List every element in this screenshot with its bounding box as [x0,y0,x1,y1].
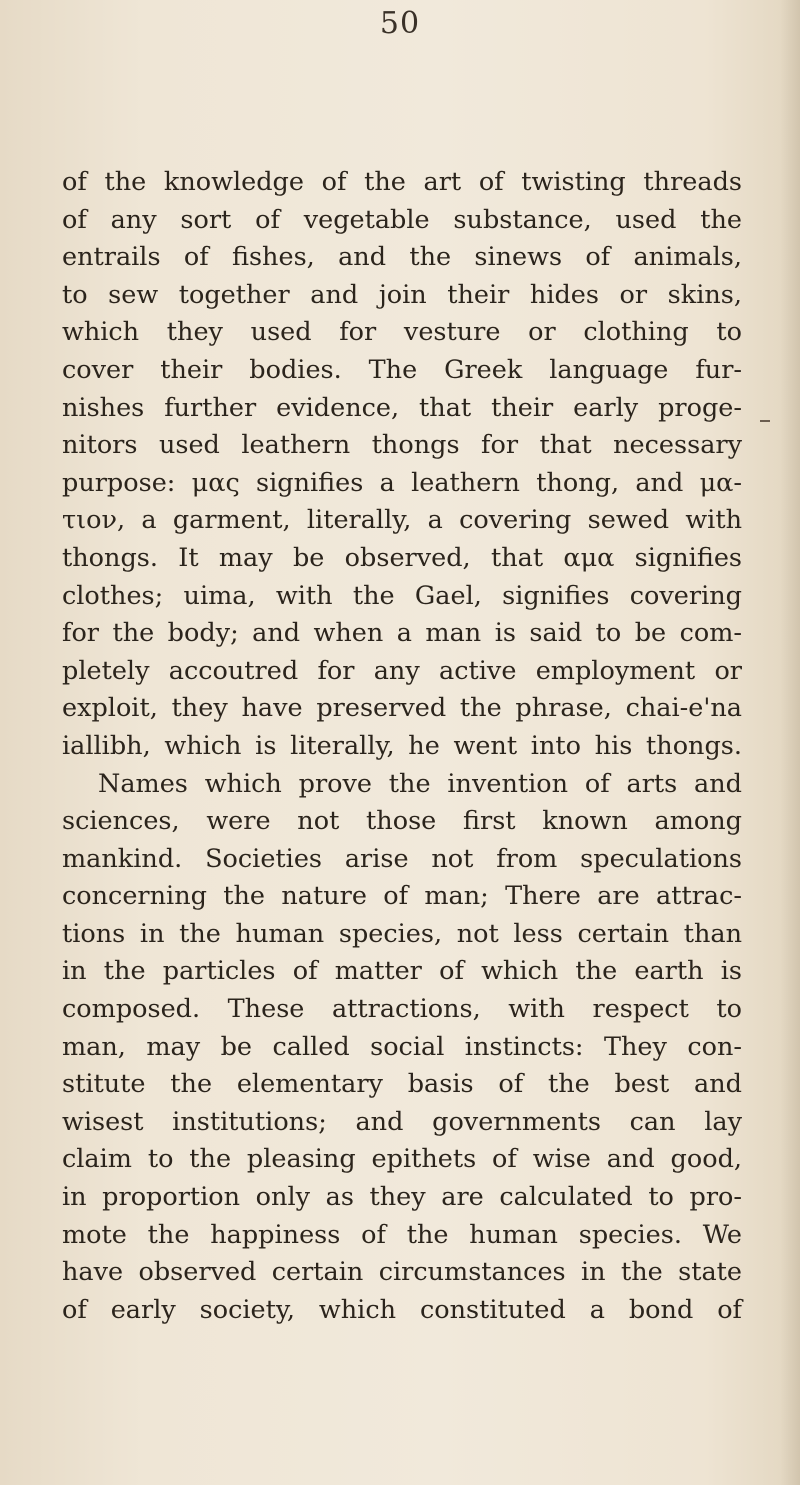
text-line: tions in the human species, not less certain than [62,918,742,949]
text-line: composed. These attractions, with respect to [62,994,742,1025]
text-line: stitute the elementary basis of the best and [62,1069,742,1100]
text-line: sciences, were not those first known among [62,806,742,837]
text-line: of any sort of vegetable substance, used the [62,204,742,235]
text-line: clothes; uima, with the Gael, signifies covering [62,580,742,611]
text-line: entrails of fishes, and the sinews of animals, [62,242,742,273]
body-text [62,164,742,1329]
margin-mark [760,420,770,422]
page-number: 50 [379,6,421,41]
text-line: nishes further evidence, that their early proge- [62,392,742,423]
text-line: purpose: μας signifies a leathern thong, and μα- [62,467,742,498]
text-line: nitors used leathern thongs for that necessary [62,430,742,461]
page-edge-shadow [780,0,800,1485]
text-line: of early society, which constituted a bond of [62,1294,742,1325]
text-line: concerning the nature of man; There are attrac- [62,881,742,912]
text-line: thongs. It may be observed, that αμα signifies [62,542,742,573]
text-line: iallibh, which is literally, he went into his thongs. [62,730,742,761]
text-line: cover their bodies. The Greek language fur- [62,354,742,385]
text-line: mankind. Societies arise not from speculations [62,843,742,874]
text-line: for the body; and when a man is said to be com- [62,618,742,649]
text-line: wisest institutions; and governments can lay [62,1106,742,1137]
text-line: exploit, they have preserved the phrase, chai-e'na [62,693,742,724]
text-line: τιον, a garment, literally, a covering sewed with [62,505,742,536]
text-line: man, may be called social instincts: They con- [62,1031,742,1062]
text-line: claim to the pleasing epithets of wise and good, [62,1144,742,1175]
text-line: of the knowledge of the art of twisting threads [62,167,742,197]
text-line: to sew together and join their hides or skins, [62,279,742,310]
text-line: in proportion only as they are calculated to pro- [62,1182,742,1213]
text-line: have observed certain circumstances in the state [62,1257,742,1288]
text-line: which they used for vesture or clothing to [62,317,742,348]
text-line: mote the happiness of the human species. We [62,1219,742,1250]
text-line: in the particles of matter of which the earth is [62,956,742,987]
paragraph-start-line: Names which prove the invention of arts and [98,768,742,799]
text-line: pletely accoutred for any active employment or [62,655,742,686]
